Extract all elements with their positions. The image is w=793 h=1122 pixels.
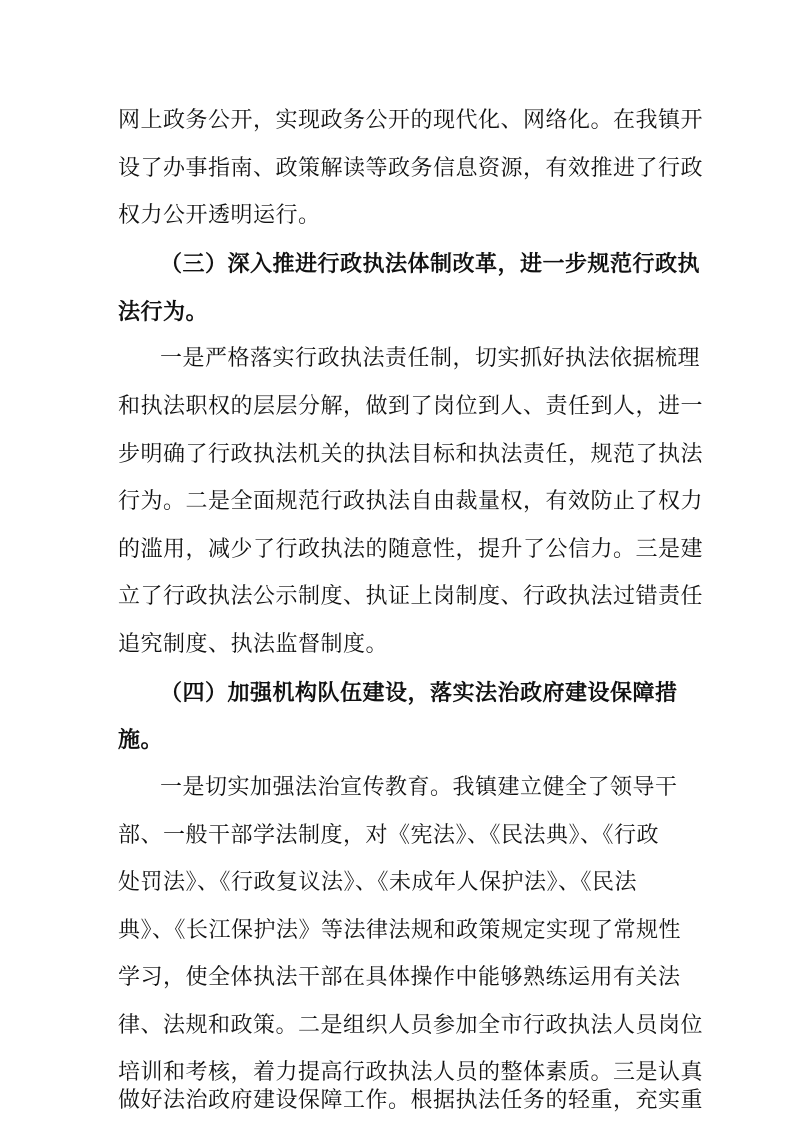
body-text-line: 步明确了行政执法机关的执法目标和执法责任，规范了执法: [118, 442, 704, 467]
section-heading: （四）加强机构队伍建设，落实法治政府建设保障措: [160, 680, 678, 706]
body-text-line: 立了行政执法公示制度、执证上岗制度、行政执法过错责任: [118, 584, 704, 609]
body-text-line: 网上政务公开，实现政务公开的现代化、网络化。在我镇开: [118, 108, 704, 133]
body-text-line: 设了办事指南、政策解读等政务信息资源，有效推进了行政: [118, 156, 704, 181]
paragraph-first-line: 一是严格落实行政执法责任制，切实抓好执法依据梳理: [160, 346, 701, 371]
section-heading-continuation: 施。: [118, 727, 164, 753]
body-text-line: 处罚法》、《行政复议法》、《未成年人保护法》、《民法: [118, 870, 638, 895]
section-heading: （三）深入推进行政执法体制改革，进一步规范行政执: [160, 251, 701, 277]
body-text-line: 的滥用，减少了行政执法的随意性，提升了公信力。三是建: [118, 537, 704, 562]
body-text-line: 和执法职权的层层分解，做到了岗位到人、责任到人，进一: [118, 394, 704, 419]
paragraph-first-line: 一是切实加强法治宣传教育。我镇建立健全了领导干: [160, 775, 678, 800]
body-text-line: 学习，使全体执法干部在具体操作中能够熟练运用有关法: [118, 965, 681, 990]
body-text-line: 做好法治政府建设保障工作。根据执法任务的轻重，充实重: [118, 1088, 704, 1113]
body-text-line: 培训和考核，着力提高行政执法人员的整体素质。三是认真: [118, 1060, 704, 1085]
body-text-line: 部、一般干部学法制度，对《宪法》、《民法典》、《行政: [118, 823, 660, 848]
body-text-line: 追究制度、执法监督制度。: [118, 632, 389, 657]
body-text-line: 典》、《长江保护法》等法律法规和政策规定实现了常规性: [118, 918, 682, 943]
body-text-line: 行为。二是全面规范行政执法自由裁量权，有效防止了权力: [118, 489, 704, 514]
body-text-line: 律、法规和政策。二是组织人员参加全市行政执法人员岗位: [118, 1013, 704, 1038]
section-heading-continuation: 法行为。: [118, 299, 209, 325]
body-text-line: 权力公开透明运行。: [118, 203, 321, 228]
